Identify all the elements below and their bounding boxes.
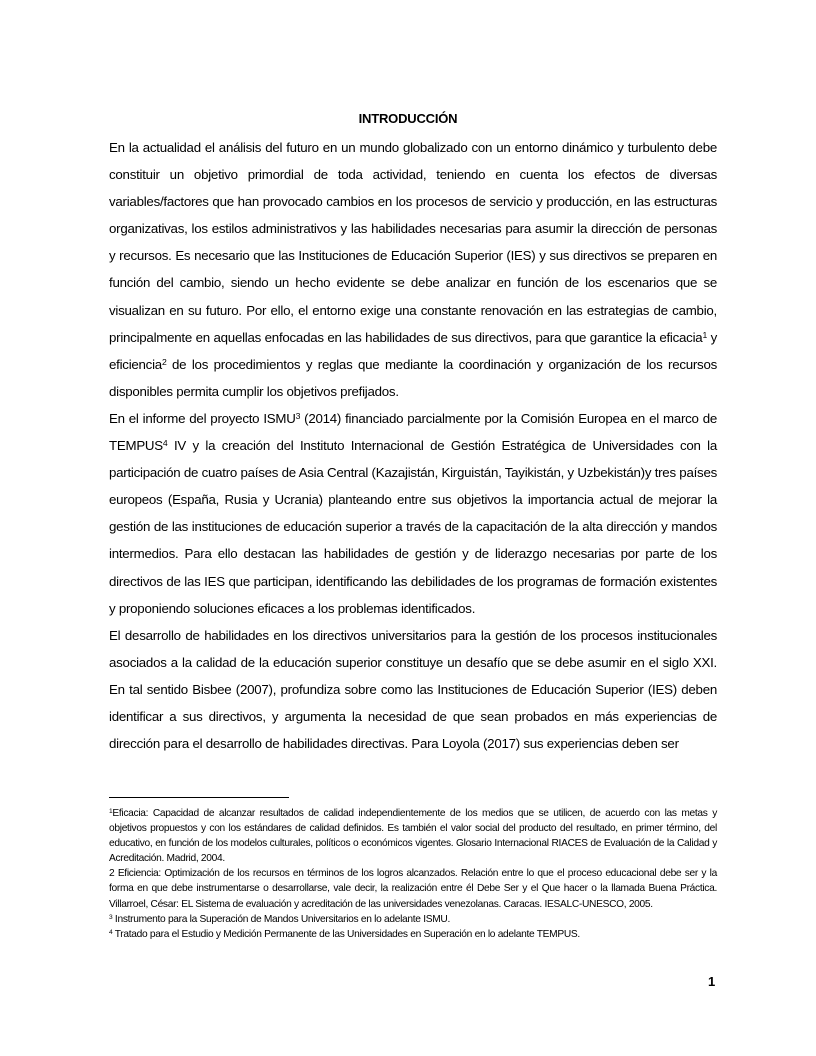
paragraph-3: El desarrollo de habilidades en los directivos universitarios para la gestión de los procesos institucionales asociados a la calidad de la educación superior constituye un desafío que se debe asumir en el siglo XXI. En tal sentido Bisbee (2007), profundiza sobre como las Instituciones de Educación Superior (IES) deben identificar a sus directivos, y argumenta la necesidad de que sean probados en más experiencias de dirección para el desarrollo de habilidades directivas. Para Loyola (2017) sus experiencias deben ser <box>109 627 717 752</box>
footnote-ref-2: 2 <box>161 356 167 367</box>
footnote-4-number: 4 <box>109 928 113 936</box>
footnote-3 <box>109 912 717 927</box>
paragraph-1 <box>109 134 717 405</box>
footnote-1 <box>109 806 717 866</box>
paragraph-1-text-c: de los procedimientos y reglas que mediante la coordinación y organización de los recursos disponibles permita cumplir los objetivos prefijados. <box>109 356 717 399</box>
footnote-3-number: 3 <box>109 913 113 921</box>
footnote-ref-3: 3 <box>295 411 301 422</box>
paragraph-2-text-a: En el informe del proyecto ISMU <box>109 410 296 426</box>
footnote-2-number: 2 <box>109 868 115 880</box>
paragraph-2-text-b: (2014) financiado parcialmente por la Comisión Europea en el marco de TEMPUS <box>109 410 717 454</box>
paragraph-1-text-b: y eficiencia <box>109 329 718 372</box>
paragraph-1-text-a: En la actualidad el análisis del futuro en un mundo globalizado con un entorno dinámico y turbulento debe constituir un objetivo primordial de toda actividad, teniendo en cuenta los efectos de diversas variables/factores que han provocado cambios en los procesos de servicio y producción, en las estructuras organizativas, los estilos administrativos y las habilidades necesarias para asumir la dirección de personas y recursos. Es necesario que las Instituciones de Educación Superior (IES) y sus directivos se preparen en función del cambio, siendo un hecho evidente se debe analizar en función de los escenarios que se visualizan en su futuro. Por ello, el entorno exige una constante renovación en las estrategias de cambio, principalmente en aquellas enfocadas en las habilidades de sus directivos, para que garantice la eficacia <box>109 140 717 345</box>
page-title: INTRODUCCIÓN <box>358 111 458 126</box>
footnote-1-text: Eficacia: Capacidad de alcanzar resultados de calidad independientemente de los medios que se utilicen, de acuerdo con las metas y objetivos propuestos y con los estándares de calidad definidos. Es también el valor social del producto del resultado, en primer término, del educativo, en función de los modelos culturales, políticos o económicos vigentes. Glosario Internacional RIACES de Evaluación de la Calidad y Acreditación. Madrid, 2004. <box>109 808 717 865</box>
footnote-4 <box>109 927 717 942</box>
paragraph-2 <box>109 405 717 622</box>
footnote-2 <box>109 866 717 911</box>
footnote-4-text: Tratado para el Estudio y Medición Permanente de las Universidades en Superación en lo adelante TEMPUS. <box>112 928 580 940</box>
footnotes <box>109 806 717 942</box>
footnote-1-number: 1 <box>109 808 113 816</box>
footnote-ref-4: 4 <box>162 438 168 449</box>
paragraph-2-text-c: IV y la creación del Instituto Internacional de Gestión Estratégica de Universidades con la participación de cuatro países de Asia Central (Kazajistán, Kirguistán, Tayikistán, y Uzbekistán)y tres países europeos (España, Rusia y Ucrania) planteando entre sus objetivos la importancia actual de mejorar la gestión de las instituciones de educación superior a través de la capacitación de la alta dirección y mandos intermedios. Para ello destacan las habilidades de gestión y de liderazgo necesarias por parte de los directivos de las IES que participan, identificando las debilidades de los programas de formación existentes y proponiendo soluciones eficaces a los problemas identificados. <box>109 438 717 616</box>
footnote-3-text: Instrumento para la Superación de Mandos Universitarios en lo adelante ISMU. <box>112 913 451 925</box>
footnote-2-text: Eficiencia: Optimización de los recursos en términos de los logros alcanzados. Relación entre lo que el proceso educacional debe ser y la forma en que debe instrumentarse o desarrollarse, vale decir, la realización entre él Debe Ser y el Que hacer o la llamada Buena Práctica. Villarroel, César: EL Sistema de evaluación y acreditación de las universidades venezolanas. Caracas. IESALC-UNESCO, 2005. <box>109 868 717 910</box>
footnote-ref-1: 1 <box>702 329 707 340</box>
footnote-separator <box>109 797 289 798</box>
page-number: 1 <box>708 974 716 989</box>
body-text <box>109 134 717 757</box>
